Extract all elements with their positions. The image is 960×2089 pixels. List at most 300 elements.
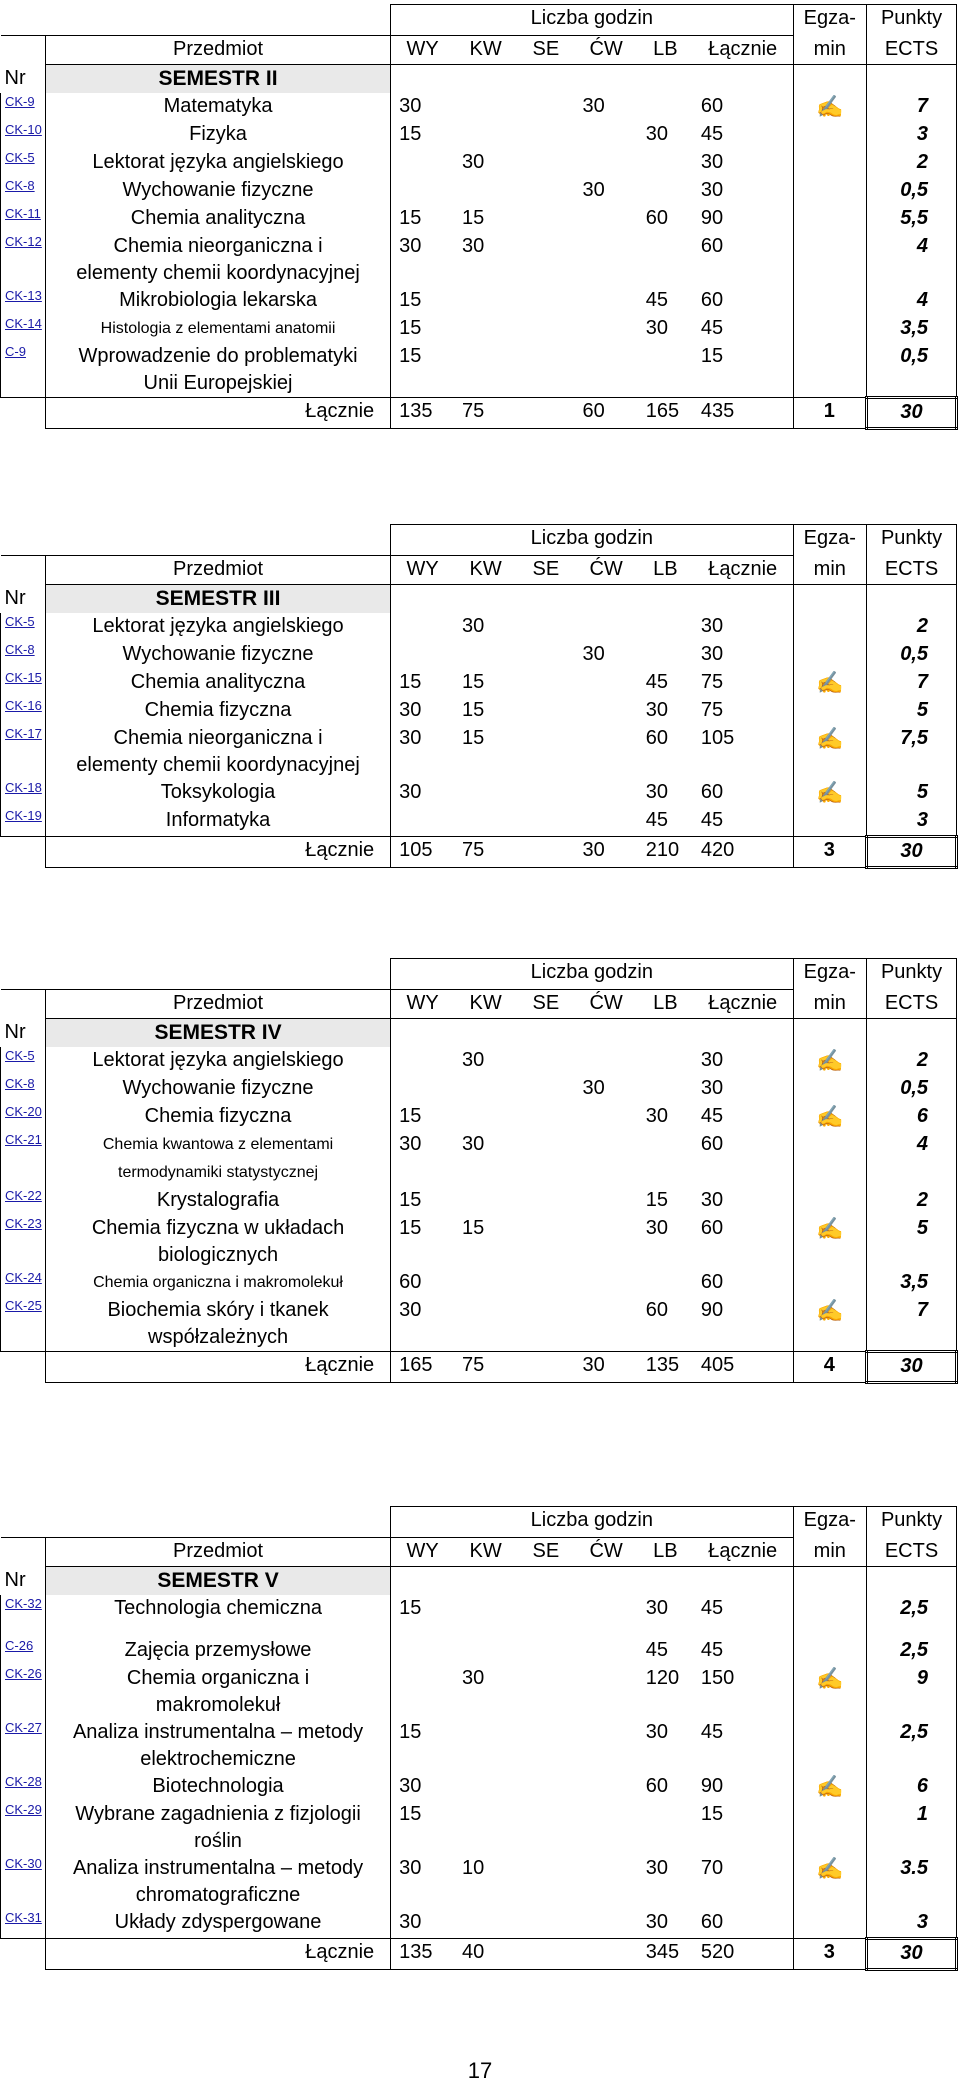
hours-total: 30 bbox=[700, 615, 724, 637]
subject-cell bbox=[45, 1047, 390, 1075]
subject-name: Krystalografia bbox=[156, 1189, 280, 1211]
exam-hand-icon: ✍ bbox=[793, 93, 867, 121]
total-wy: 165 bbox=[391, 1352, 454, 1383]
course-code-link[interactable]: CK-12 bbox=[1, 233, 46, 287]
subject-row bbox=[1, 1215, 957, 1269]
hours-cw bbox=[574, 287, 637, 315]
total-ects: 30 bbox=[867, 1352, 957, 1383]
course-code-link[interactable]: C-9 bbox=[1, 343, 46, 398]
exam-header: Egza- bbox=[793, 5, 867, 36]
hours-wy bbox=[391, 807, 454, 837]
subject-cell bbox=[45, 779, 390, 807]
hours-kw: 30 bbox=[461, 1049, 485, 1071]
course-code-link[interactable]: CK-20 bbox=[1, 1103, 46, 1131]
hours-lb: 45 bbox=[645, 809, 669, 831]
semester-title: SEMESTR IV bbox=[45, 1019, 390, 1048]
course-code-link[interactable]: CK-8 bbox=[1, 177, 46, 205]
col-se-header: SE bbox=[517, 36, 574, 65]
exam-hand-icon: ✍ bbox=[793, 779, 867, 807]
col-cw-header: ĆW bbox=[574, 36, 637, 65]
hours-se bbox=[517, 93, 574, 121]
subject-row bbox=[1, 343, 957, 398]
subject-row bbox=[1, 641, 957, 669]
hours-lb: 60 bbox=[645, 727, 669, 749]
course-code-link[interactable]: CK-21 bbox=[1, 1131, 46, 1187]
subject-row bbox=[1, 205, 957, 233]
subject-name: Mikrobiologia lekarska bbox=[119, 289, 317, 311]
hours-cw bbox=[574, 725, 637, 779]
hours-kw: 15 bbox=[461, 671, 485, 693]
subject-name-cont: roślin bbox=[194, 1830, 242, 1852]
subject-row bbox=[1, 1665, 957, 1719]
subject-row bbox=[1, 779, 957, 807]
col-lb-header: LB bbox=[638, 36, 693, 65]
hours-wy bbox=[391, 1665, 454, 1719]
hours-lb bbox=[638, 1269, 693, 1297]
course-code-link[interactable]: CK-24 bbox=[1, 1269, 46, 1297]
hours-se bbox=[517, 1719, 574, 1773]
hours-total: 60 bbox=[700, 95, 724, 117]
total-lb: 210 bbox=[638, 837, 693, 868]
hours-se bbox=[517, 149, 574, 177]
hours-wy: 15 bbox=[391, 1103, 454, 1131]
hours-cw bbox=[574, 1187, 637, 1215]
hours-total: 60 bbox=[700, 1271, 724, 1293]
hours-total: 90 bbox=[700, 1299, 724, 1321]
course-code-link[interactable]: CK-17 bbox=[1, 725, 46, 779]
ects-points: 6 bbox=[867, 1103, 957, 1131]
course-code-link[interactable]: CK-13 bbox=[1, 287, 46, 315]
hours-header: Liczba godzin bbox=[391, 1507, 793, 1538]
subject-name: Chemia nieorganiczna i bbox=[113, 727, 323, 749]
exam-header-2: min bbox=[793, 1538, 867, 1567]
hours-total: 45 bbox=[700, 809, 724, 831]
course-code-link[interactable]: CK-25 bbox=[1, 1297, 46, 1352]
nr-header: Nr bbox=[4, 1020, 26, 1043]
total-wy: 135 bbox=[391, 398, 454, 429]
total-label: Łącznie bbox=[45, 1939, 390, 1970]
course-code-link[interactable]: CK-19 bbox=[1, 807, 46, 837]
subject-name-cont: chromatograficzne bbox=[135, 1884, 301, 1906]
hours-total: 45 bbox=[700, 123, 724, 145]
subject-row bbox=[1, 613, 957, 641]
ects-header: Punkty bbox=[867, 525, 957, 556]
hours-cw: 30 bbox=[582, 643, 605, 665]
hours-total: 45 bbox=[700, 1105, 724, 1127]
subject-header: Przedmiot bbox=[45, 990, 390, 1019]
hours-kw bbox=[454, 1637, 517, 1665]
hours-lb: 60 bbox=[645, 207, 669, 229]
hours-kw bbox=[454, 121, 517, 149]
hours-kw bbox=[454, 1773, 517, 1801]
total-wy: 105 bbox=[391, 837, 454, 868]
hours-cw bbox=[574, 1773, 637, 1801]
hours-header: Liczba godzin bbox=[391, 959, 793, 990]
hours-kw bbox=[454, 1103, 517, 1131]
hours-lb bbox=[638, 1047, 693, 1075]
hours-kw: 30 bbox=[461, 235, 485, 257]
course-code-link[interactable]: CK-22 bbox=[1, 1187, 46, 1215]
hours-total: 15 bbox=[700, 1803, 724, 1825]
course-code-link[interactable]: CK-15 bbox=[1, 669, 46, 697]
hours-se bbox=[517, 1665, 574, 1719]
hours-total: 60 bbox=[700, 1911, 724, 1933]
header-row bbox=[1, 556, 957, 585]
ects-points: 7,5 bbox=[867, 725, 957, 779]
hours-cw bbox=[574, 1719, 637, 1773]
subject-name: Technologia chemiczna bbox=[114, 1597, 322, 1619]
hours-lb bbox=[638, 177, 693, 205]
subject-name-cont: elementy chemii koordynacyjnej bbox=[76, 754, 360, 776]
hours-wy: 15 bbox=[391, 1719, 454, 1773]
hours-kw bbox=[454, 93, 517, 121]
subject-name: Wychowanie fizyczne bbox=[122, 1077, 314, 1099]
total-exams: 3 bbox=[793, 837, 867, 868]
ects-points: 4 bbox=[867, 287, 957, 315]
hours-wy: 15 bbox=[391, 287, 454, 315]
hours-kw bbox=[454, 807, 517, 837]
course-code-link[interactable]: CK-8 bbox=[1, 641, 46, 669]
course-code-link[interactable]: CK-14 bbox=[1, 315, 46, 343]
hours-wy bbox=[391, 641, 454, 669]
hours-lb: 60 bbox=[645, 1775, 669, 1797]
hours-lb: 45 bbox=[645, 671, 669, 693]
total-se bbox=[517, 398, 574, 429]
semester-title: SEMESTR II bbox=[45, 65, 390, 94]
subject-cell bbox=[45, 1215, 390, 1269]
hours-cw bbox=[574, 1131, 637, 1187]
subject-row bbox=[1, 93, 957, 121]
hours-cw bbox=[574, 1855, 637, 1909]
hours-total: 30 bbox=[700, 1049, 724, 1071]
course-code-link[interactable]: CK-5 bbox=[1, 149, 46, 177]
course-code-link[interactable]: CK-31 bbox=[1, 1909, 46, 1939]
hours-lb: 45 bbox=[645, 289, 669, 311]
total-ects: 30 bbox=[867, 837, 957, 868]
semester-title-row bbox=[1, 585, 957, 614]
hours-total: 30 bbox=[700, 643, 724, 665]
total-se bbox=[517, 1939, 574, 1970]
hours-se bbox=[517, 807, 574, 837]
subject-name: Matematyka bbox=[163, 95, 273, 117]
hours-cw: 30 bbox=[582, 1077, 605, 1099]
ects-points: 4 bbox=[867, 233, 957, 287]
subject-name: Wprowadzenie do problematyki bbox=[78, 345, 358, 367]
hours-lb: 30 bbox=[645, 1105, 669, 1127]
subject-header: Przedmiot bbox=[45, 556, 390, 585]
subject-row bbox=[1, 149, 957, 177]
hours-kw bbox=[454, 343, 517, 398]
subject-name: Fizyka bbox=[189, 123, 247, 145]
hours-total: 30 bbox=[700, 1077, 724, 1099]
hours-total: 70 bbox=[700, 1857, 724, 1879]
subject-name: Analiza instrumentalna – metody bbox=[72, 1721, 364, 1743]
col-se-header: SE bbox=[517, 556, 574, 585]
subject-cell bbox=[45, 343, 390, 398]
exam-hand-icon: ✍ bbox=[793, 1665, 867, 1719]
subject-row bbox=[1, 1637, 957, 1665]
hours-wy bbox=[391, 1637, 454, 1665]
hours-wy: 15 bbox=[391, 1595, 454, 1623]
col-kw-header: KW bbox=[454, 36, 517, 65]
hours-lb: 30 bbox=[645, 781, 669, 803]
col-cw-header: ĆW bbox=[574, 556, 637, 585]
hours-cw: 30 bbox=[582, 179, 605, 201]
subject-cell bbox=[45, 1637, 390, 1665]
hours-wy: 15 bbox=[391, 205, 454, 233]
header-row bbox=[1, 525, 957, 556]
hours-kw bbox=[454, 1269, 517, 1297]
hours-kw: 15 bbox=[461, 699, 485, 721]
col-cw-header: ĆW bbox=[574, 990, 637, 1019]
subject-name: Chemia organiczna i makromolekuł bbox=[93, 1274, 343, 1291]
subject-name-cont: makromolekuł bbox=[155, 1694, 281, 1716]
exam-hand-icon: ✍ bbox=[793, 1215, 867, 1269]
total-lb: 165 bbox=[638, 398, 693, 429]
hours-lb: 60 bbox=[645, 1299, 669, 1321]
semester-table-5 bbox=[0, 1506, 960, 1971]
hours-se bbox=[517, 205, 574, 233]
col-lb-header: LB bbox=[638, 990, 693, 1019]
hours-wy: 30 bbox=[391, 1909, 454, 1939]
exam-hand-icon: ✍ bbox=[793, 669, 867, 697]
exam-header-2: min bbox=[793, 556, 867, 585]
hours-kw bbox=[454, 287, 517, 315]
hours-se bbox=[517, 121, 574, 149]
course-code-link[interactable]: CK-9 bbox=[1, 93, 46, 121]
hours-cw bbox=[574, 205, 637, 233]
total-label: Łącznie bbox=[45, 398, 390, 429]
hours-total: 60 bbox=[700, 1217, 724, 1239]
subject-cell bbox=[45, 121, 390, 149]
col-cw-header: ĆW bbox=[574, 1538, 637, 1567]
curriculum-table bbox=[0, 524, 958, 869]
subject-cell bbox=[45, 1187, 390, 1215]
subject-row bbox=[1, 1719, 957, 1773]
hours-lb: 15 bbox=[645, 1189, 669, 1211]
total-exams: 3 bbox=[793, 1939, 867, 1970]
total-kw: 75 bbox=[454, 837, 517, 868]
course-code-link[interactable]: CK-11 bbox=[1, 205, 46, 233]
col-se-header: SE bbox=[517, 1538, 574, 1567]
hours-lb: 30 bbox=[645, 1597, 669, 1619]
hours-total: 150 bbox=[700, 1667, 735, 1689]
hours-lb bbox=[638, 1075, 693, 1103]
course-code-link[interactable]: CK-18 bbox=[1, 779, 46, 807]
hours-se bbox=[517, 725, 574, 779]
course-code-link[interactable]: CK-32 bbox=[1, 1595, 46, 1623]
subject-cell bbox=[45, 149, 390, 177]
subject-name: Chemia fizyczna w układach bbox=[91, 1217, 345, 1239]
subject-name: Lektorat języka angielskiego bbox=[92, 1049, 344, 1071]
subject-row bbox=[1, 725, 957, 779]
subject-name-cont: Unii Europejskiej bbox=[143, 372, 293, 394]
hours-lb bbox=[638, 1131, 693, 1187]
hours-se bbox=[517, 669, 574, 697]
ects-points: 2 bbox=[867, 1187, 957, 1215]
hours-wy bbox=[391, 149, 454, 177]
total-cw: 60 bbox=[574, 398, 637, 429]
hours-lb bbox=[638, 343, 693, 398]
hours-se bbox=[517, 343, 574, 398]
hours-lb bbox=[638, 149, 693, 177]
hours-se bbox=[517, 1131, 574, 1187]
subject-name: Chemia fizyczna bbox=[144, 699, 292, 721]
header-row bbox=[1, 1538, 957, 1567]
course-code-link[interactable]: CK-8 bbox=[1, 1075, 46, 1103]
hours-kw: 30 bbox=[461, 1133, 485, 1155]
subject-cell bbox=[45, 93, 390, 121]
hours-total: 60 bbox=[700, 289, 724, 311]
hours-total: 30 bbox=[700, 179, 724, 201]
subject-name: Chemia analityczna bbox=[130, 207, 306, 229]
course-code-link[interactable]: CK-5 bbox=[1, 1047, 46, 1075]
course-code-link[interactable]: CK-10 bbox=[1, 121, 46, 149]
subject-name: Chemia analityczna bbox=[130, 671, 306, 693]
exam-hand-icon: ✍ bbox=[793, 1855, 867, 1909]
col-wy-header: WY bbox=[391, 1538, 454, 1567]
hours-total: 30 bbox=[700, 151, 724, 173]
hours-cw bbox=[574, 315, 637, 343]
hours-total: 90 bbox=[700, 207, 724, 229]
subject-row bbox=[1, 315, 957, 343]
subject-cell bbox=[45, 1773, 390, 1801]
ects-points: 5 bbox=[867, 779, 957, 807]
subject-cell bbox=[45, 613, 390, 641]
ects-points: 2,5 bbox=[867, 1595, 957, 1623]
ects-points: 7 bbox=[867, 1297, 957, 1352]
subject-name: Chemia fizyczna bbox=[144, 1105, 292, 1127]
hours-cw bbox=[574, 1297, 637, 1352]
course-code-link[interactable]: CK-23 bbox=[1, 1215, 46, 1269]
subject-name-cont: współzależnych bbox=[148, 1326, 289, 1348]
subject-cell bbox=[45, 641, 390, 669]
hours-cw bbox=[574, 1909, 637, 1939]
subject-cell bbox=[45, 287, 390, 315]
ects-header-2: ECTS bbox=[867, 556, 957, 585]
hours-se bbox=[517, 233, 574, 287]
semester-table-3 bbox=[0, 524, 960, 869]
hours-total: 45 bbox=[700, 1597, 724, 1619]
ects-header: Punkty bbox=[867, 959, 957, 990]
hours-wy: 15 bbox=[391, 343, 454, 398]
ects-points: 2,5 bbox=[867, 1637, 957, 1665]
hours-kw bbox=[454, 315, 517, 343]
hours-cw bbox=[574, 669, 637, 697]
hours-se bbox=[517, 641, 574, 669]
semester-table-4 bbox=[0, 958, 960, 1384]
hours-se bbox=[517, 697, 574, 725]
total-se bbox=[517, 837, 574, 868]
ects-points: 2 bbox=[867, 613, 957, 641]
hours-se bbox=[517, 177, 574, 205]
hours-wy: 15 bbox=[391, 669, 454, 697]
total-hours: 405 bbox=[693, 1352, 793, 1383]
hours-header: Liczba godzin bbox=[391, 5, 793, 36]
exam-header: Egza- bbox=[793, 959, 867, 990]
course-code-link[interactable]: CK-27 bbox=[1, 1719, 46, 1773]
subject-header: Przedmiot bbox=[45, 1538, 390, 1567]
course-code-link[interactable]: C-26 bbox=[1, 1637, 46, 1665]
subject-cell bbox=[45, 1855, 390, 1909]
hours-kw: 15 bbox=[461, 1217, 485, 1239]
hours-wy: 60 bbox=[391, 1269, 454, 1297]
total-label: Łącznie bbox=[45, 1352, 390, 1383]
col-total-header: Łącznie bbox=[693, 1538, 793, 1567]
course-code-link[interactable]: CK-26 bbox=[1, 1665, 46, 1719]
subject-name: Toksykologia bbox=[160, 781, 276, 803]
total-hours: 520 bbox=[693, 1939, 793, 1970]
subject-row bbox=[1, 233, 957, 287]
subject-row bbox=[1, 697, 957, 725]
subject-row bbox=[1, 287, 957, 315]
col-kw-header: KW bbox=[454, 1538, 517, 1567]
hours-kw bbox=[454, 1909, 517, 1939]
header-row bbox=[1, 990, 957, 1019]
hours-cw bbox=[574, 1801, 637, 1855]
subject-cell bbox=[45, 1595, 390, 1623]
ects-points: 2 bbox=[867, 149, 957, 177]
hours-kw bbox=[454, 1595, 517, 1623]
hours-cw bbox=[574, 1595, 637, 1623]
subject-row bbox=[1, 1103, 957, 1131]
subject-row bbox=[1, 807, 957, 837]
hours-se bbox=[517, 1855, 574, 1909]
course-code-link[interactable]: CK-16 bbox=[1, 697, 46, 725]
hours-cw bbox=[574, 1637, 637, 1665]
hours-wy: 15 bbox=[391, 1801, 454, 1855]
course-code-link[interactable]: CK-29 bbox=[1, 1801, 46, 1855]
hours-kw: 30 bbox=[461, 1667, 485, 1689]
hours-cw: 30 bbox=[582, 95, 605, 117]
semester-title: SEMESTR III bbox=[45, 585, 390, 614]
hours-se bbox=[517, 1801, 574, 1855]
hours-wy: 30 bbox=[391, 233, 454, 287]
hours-lb bbox=[638, 613, 693, 641]
semester-title-row bbox=[1, 65, 957, 94]
subject-row bbox=[1, 1047, 957, 1075]
hours-se bbox=[517, 1269, 574, 1297]
ects-points: 1 bbox=[867, 1801, 957, 1855]
curriculum-table bbox=[0, 1506, 958, 1971]
total-row bbox=[1, 1352, 957, 1383]
col-lb-header: LB bbox=[638, 1538, 693, 1567]
hours-wy: 30 bbox=[391, 725, 454, 779]
course-code-link[interactable]: CK-28 bbox=[1, 1773, 46, 1801]
subject-cell bbox=[45, 807, 390, 837]
total-exams: 4 bbox=[793, 1352, 867, 1383]
ects-header-2: ECTS bbox=[867, 1538, 957, 1567]
hours-kw bbox=[454, 1801, 517, 1855]
hours-wy bbox=[391, 1075, 454, 1103]
subject-cell bbox=[45, 1131, 390, 1187]
total-cw bbox=[574, 1939, 637, 1970]
hours-kw bbox=[454, 1075, 517, 1103]
subject-name: Lektorat języka angielskiego bbox=[92, 615, 344, 637]
subject-cell bbox=[45, 1269, 390, 1297]
course-code-link[interactable]: CK-5 bbox=[1, 613, 46, 641]
ects-points: 0,5 bbox=[867, 343, 957, 398]
exam-hand-icon: ✍ bbox=[793, 1297, 867, 1352]
subject-row bbox=[1, 1187, 957, 1215]
hours-se bbox=[517, 1075, 574, 1103]
hours-lb: 30 bbox=[645, 1857, 669, 1879]
hours-kw bbox=[454, 1297, 517, 1352]
hours-se bbox=[517, 1637, 574, 1665]
subject-name: Wychowanie fizyczne bbox=[122, 643, 314, 665]
subject-cell bbox=[45, 1297, 390, 1352]
course-code-link[interactable]: CK-30 bbox=[1, 1855, 46, 1909]
